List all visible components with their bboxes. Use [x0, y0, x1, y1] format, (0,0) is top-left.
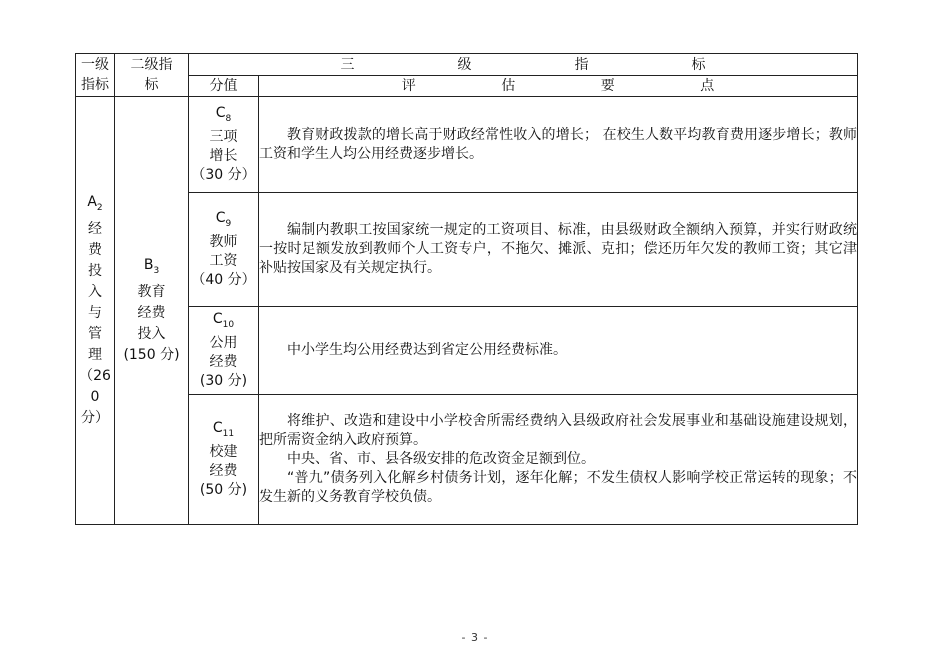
- indicator-b3: $B_3$ 教育 经费 投入 (150 分): [115, 97, 189, 525]
- indicator-c8: $C_8$ 三项 增长 （30 分）: [189, 97, 259, 193]
- header-points: 评 估 要 点: [259, 76, 858, 97]
- points-c8: 教育财政拨款的增长高于财政经常性收入的增长； 在校生人数平均教育费用逐步增长；教师工资和学生人均公用经费逐步增长。: [259, 97, 858, 193]
- points-c10: 中小学生均公用经费达到省定公用经费标准。: [259, 307, 858, 395]
- indicator-a2: $A_2$ 经 费 投 入 与 管 理 （26 0 分）: [76, 97, 115, 525]
- indicator-c10: $C_{10}$ 公用 经费 (30 分): [189, 307, 259, 395]
- points-c11: 将维护、改造和建设中小学校舍所需经费纳入县级政府社会发展事业和基础设施建设规划，把所需资金纳入政府预算。 中央、省、市、县各级安排的危改资金足额到位。 “普九”债务列入化解乡村债务计划，逐年化解；不发生债权人影响学校正常运转的现象；不发生新的义务教育学校负债。: [259, 395, 858, 525]
- evaluation-table: [75, 53, 858, 525]
- header-level3: 三 级 指 标: [189, 54, 858, 76]
- header-score: 分值: [189, 76, 259, 97]
- points-c9: 编制内教职工按国家统一规定的工资项目、标准，由县级财政全额纳入预算，并实行财政统一按时足额发放到教师个人工资专户，不拖欠、摊派、克扣；偿还历年欠发的教师工资；其它津补贴按国家及有关规定执行。: [259, 193, 858, 307]
- indicator-c9: $C_9$ 教师 工资 （40 分）: [189, 193, 259, 307]
- page-number: - 3 -: [461, 631, 489, 644]
- indicator-c11: $C_{11}$ 校建 经费 (50 分): [189, 395, 259, 525]
- header-level1: 一级 指标: [76, 54, 115, 97]
- header-level2: 二级指 标: [115, 54, 189, 97]
